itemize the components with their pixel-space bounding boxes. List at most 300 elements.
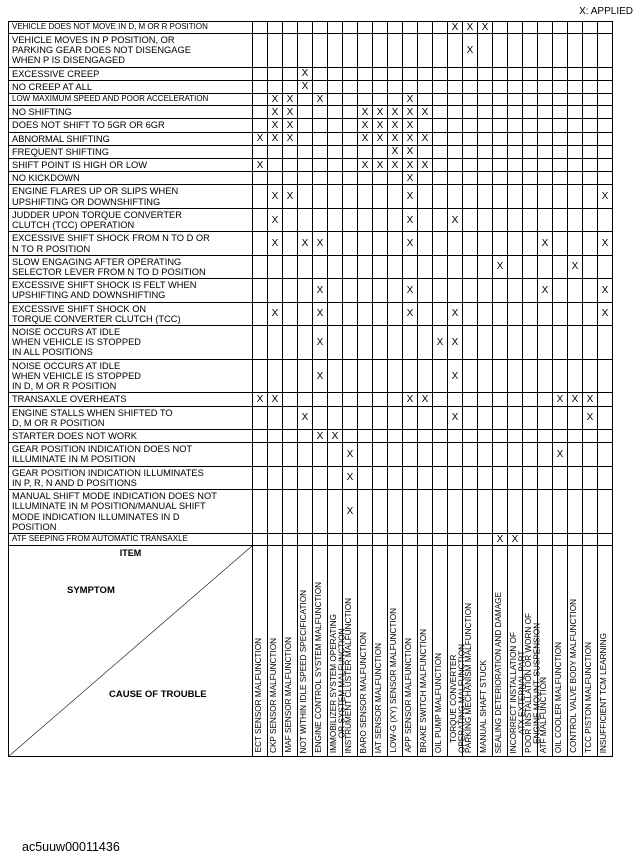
cause-column-header [478, 545, 493, 756]
matrix-cell [343, 208, 358, 231]
matrix-cell [373, 443, 388, 466]
matrix-cell [283, 533, 298, 545]
matrix-cell [328, 94, 343, 106]
matrix-cell [508, 22, 523, 34]
matrix-cell [553, 430, 568, 443]
matrix-cell [268, 67, 283, 80]
matrix-cell [343, 158, 358, 171]
matrix-cell: X [313, 279, 328, 302]
table-row [9, 232, 613, 255]
matrix-cell [403, 34, 418, 68]
matrix-cell [283, 430, 298, 443]
matrix-cell [418, 406, 433, 429]
matrix-cell [448, 279, 463, 302]
item-heading: ITEM [119, 547, 142, 558]
matrix-cell [268, 158, 283, 171]
matrix-cell [433, 430, 448, 443]
matrix-cell [598, 67, 613, 80]
matrix-cell [493, 443, 508, 466]
matrix-cell [268, 34, 283, 68]
matrix-cell [268, 443, 283, 466]
matrix-cell [418, 255, 433, 278]
matrix-cell: X [388, 119, 403, 132]
matrix-cell [418, 94, 433, 106]
matrix-cell [283, 172, 298, 185]
matrix-cell [358, 22, 373, 34]
cause-label: NOT WITHIN IDLE SPEED SPECIFICATION [299, 589, 308, 753]
matrix-cell [433, 359, 448, 393]
matrix-cell [373, 359, 388, 393]
symptom-label: ENGINE FLARES UP OR SLIPS WHEN UPSHIFTING OR DOWNSHIFTING [9, 185, 253, 208]
matrix-cell [523, 80, 538, 93]
symptom-label: ABNORMAL SHIFTING [9, 132, 253, 145]
matrix-cell: X [583, 406, 598, 429]
cause-label: BRAKE SWITCH MALFUNCTION [419, 629, 428, 753]
matrix-cell [448, 185, 463, 208]
matrix-cell: X [283, 132, 298, 145]
matrix-cell [553, 34, 568, 68]
matrix-cell: X [313, 430, 328, 443]
matrix-cell [298, 22, 313, 34]
matrix-cell [253, 145, 268, 158]
matrix-cell [568, 67, 583, 80]
symptom-label: VEHICLE DOES NOT MOVE IN D, M OR R POSITION [9, 22, 253, 34]
matrix-cell [538, 67, 553, 80]
matrix-cell [493, 34, 508, 68]
matrix-cell [298, 326, 313, 360]
cause-column-header [343, 545, 358, 756]
matrix-cell [418, 533, 433, 545]
matrix-cell [523, 232, 538, 255]
matrix-cell [253, 406, 268, 429]
matrix-cell [418, 119, 433, 132]
matrix-cell [568, 145, 583, 158]
symptom-label: EXCESSIVE SHIFT SHOCK IS FELT WHEN UPSHIFTING AND DOWNSHIFTING [9, 279, 253, 302]
matrix-cell [283, 158, 298, 171]
cause-label: BARO SENSOR MALFUNCTION [359, 631, 368, 753]
matrix-cell: X [358, 132, 373, 145]
matrix-cell [493, 279, 508, 302]
matrix-cell [343, 302, 358, 325]
table-row [9, 430, 613, 443]
matrix-cell [448, 119, 463, 132]
cause-column-header [253, 545, 268, 756]
matrix-cell: X [268, 94, 283, 106]
matrix-cell [328, 359, 343, 393]
cause-label: OIL PUMP MALFUNCTION [434, 652, 443, 753]
matrix-cell [358, 94, 373, 106]
cause-column-header [448, 545, 467, 756]
table-row [9, 255, 613, 278]
matrix-cell [373, 430, 388, 443]
matrix-cell: X [538, 232, 553, 255]
matrix-cell [433, 80, 448, 93]
matrix-cell [508, 208, 523, 231]
matrix-cell [283, 255, 298, 278]
cause-column-header [373, 545, 388, 756]
matrix-cell [358, 67, 373, 80]
matrix-cell: X [403, 158, 418, 171]
matrix-cell [553, 533, 568, 545]
matrix-cell [463, 393, 478, 406]
matrix-cell [388, 172, 403, 185]
table-row [9, 406, 613, 429]
matrix-cell [388, 67, 403, 80]
matrix-cell [388, 80, 403, 93]
matrix-cell [298, 94, 313, 106]
matrix-cell [463, 533, 478, 545]
matrix-cell [433, 172, 448, 185]
matrix-cell [343, 255, 358, 278]
matrix-cell [523, 172, 538, 185]
matrix-cell [523, 145, 538, 158]
matrix-cell [463, 490, 478, 534]
matrix-cell [253, 359, 268, 393]
matrix-cell [463, 255, 478, 278]
matrix-cell: X [313, 232, 328, 255]
matrix-cell [358, 533, 373, 545]
matrix-cell [538, 255, 553, 278]
matrix-cell [553, 106, 568, 119]
matrix-cell [328, 466, 343, 489]
matrix-cell [388, 232, 403, 255]
matrix-cell [268, 490, 283, 534]
matrix-cell [553, 119, 568, 132]
matrix-cell [388, 443, 403, 466]
matrix-cell [478, 232, 493, 255]
matrix-cell [538, 466, 553, 489]
matrix-cell [373, 466, 388, 489]
matrix-cell [523, 22, 538, 34]
matrix-cell [373, 67, 388, 80]
matrix-cell [478, 255, 493, 278]
matrix-cell [538, 430, 553, 443]
matrix-cell [418, 67, 433, 80]
matrix-cell: X [283, 106, 298, 119]
matrix-cell [253, 208, 268, 231]
cause-label: TCC PISTON MALFUNCTION [584, 642, 593, 753]
matrix-cell [403, 22, 418, 34]
matrix-cell [508, 185, 523, 208]
table-row [9, 359, 613, 393]
matrix-cell: X [253, 158, 268, 171]
cause-label: CONTROL VALVE BODY MALFUNCTION [569, 599, 578, 753]
cause-column-header [523, 545, 542, 756]
matrix-cell [283, 406, 298, 429]
matrix-cell [598, 443, 613, 466]
matrix-cell [598, 119, 613, 132]
matrix-cell [298, 393, 313, 406]
table-row [9, 208, 613, 231]
matrix-cell [478, 67, 493, 80]
matrix-cell [328, 406, 343, 429]
matrix-cell [343, 172, 358, 185]
matrix-cell [598, 34, 613, 68]
matrix-cell: X [403, 208, 418, 231]
matrix-cell: X [268, 393, 283, 406]
matrix-cell [583, 94, 598, 106]
matrix-cell [598, 393, 613, 406]
matrix-cell [328, 80, 343, 93]
matrix-cell [388, 208, 403, 231]
symptom-label: STARTER DOES NOT WORK [9, 430, 253, 443]
matrix-cell [493, 80, 508, 93]
matrix-cell [598, 172, 613, 185]
matrix-cell [448, 430, 463, 443]
matrix-cell [568, 158, 583, 171]
matrix-cell [478, 359, 493, 393]
table-row [9, 145, 613, 158]
matrix-cell [538, 393, 553, 406]
matrix-cell [583, 326, 598, 360]
matrix-cell [328, 172, 343, 185]
matrix-cell [298, 132, 313, 145]
matrix-cell: X [403, 172, 418, 185]
matrix-cell [553, 466, 568, 489]
matrix-cell [508, 132, 523, 145]
matrix-cell [328, 232, 343, 255]
matrix-cell [328, 67, 343, 80]
matrix-cell [493, 67, 508, 80]
matrix-cell [298, 158, 313, 171]
matrix-cell [253, 172, 268, 185]
matrix-cell [358, 185, 373, 208]
matrix-cell [598, 406, 613, 429]
table-row [9, 158, 613, 171]
matrix-cell [463, 119, 478, 132]
matrix-cell [253, 255, 268, 278]
matrix-cell [598, 94, 613, 106]
cause-label: INSUFFICIENT TCM LEARNING [599, 632, 608, 753]
matrix-cell [298, 119, 313, 132]
matrix-cell [373, 406, 388, 429]
matrix-cell [298, 34, 313, 68]
matrix-cell [433, 34, 448, 68]
matrix-cell: X [268, 208, 283, 231]
matrix-cell [568, 208, 583, 231]
matrix-cell [583, 279, 598, 302]
matrix-cell [478, 490, 493, 534]
symptom-label: GEAR POSITION INDICATION ILLUMINATES IN P, R, N AND D POSITIONS [9, 466, 253, 489]
matrix-cell [448, 393, 463, 406]
matrix-cell [283, 326, 298, 360]
matrix-cell [598, 326, 613, 360]
matrix-cell [328, 145, 343, 158]
matrix-cell [418, 232, 433, 255]
matrix-cell [313, 80, 328, 93]
matrix-cell [568, 132, 583, 145]
matrix-cell [433, 208, 448, 231]
matrix-cell [583, 22, 598, 34]
matrix-cell [373, 172, 388, 185]
table-row [9, 466, 613, 489]
matrix-cell [463, 359, 478, 393]
matrix-cell [493, 22, 508, 34]
matrix-cell [463, 302, 478, 325]
table-row [9, 490, 613, 534]
matrix-cell [373, 34, 388, 68]
matrix-cell [478, 443, 493, 466]
matrix-cell [403, 443, 418, 466]
matrix-cell [268, 80, 283, 93]
matrix-cell [598, 80, 613, 93]
matrix-cell: X [298, 80, 313, 93]
matrix-cell [583, 132, 598, 145]
matrix-body [9, 22, 613, 757]
matrix-cell [403, 490, 418, 534]
matrix-cell [373, 533, 388, 545]
matrix-cell [508, 80, 523, 93]
matrix-cell [538, 132, 553, 145]
matrix-cell [583, 255, 598, 278]
matrix-cell: X [283, 185, 298, 208]
matrix-cell [583, 232, 598, 255]
cause-label: IAT SENSOR MALFUNCTION [374, 642, 383, 753]
matrix-cell [568, 279, 583, 302]
matrix-cell [493, 326, 508, 360]
matrix-cell [268, 466, 283, 489]
matrix-cell [358, 80, 373, 93]
matrix-cell [463, 94, 478, 106]
matrix-cell [388, 466, 403, 489]
matrix-cell: X [448, 359, 463, 393]
matrix-cell: X [388, 158, 403, 171]
figure-code: ac5uuw00011436 [22, 840, 120, 854]
matrix-cell [328, 490, 343, 534]
matrix-cell [583, 172, 598, 185]
symptom-label: GEAR POSITION INDICATION DOES NOT ILLUMINATE IN M POSITION [9, 443, 253, 466]
matrix-cell [388, 490, 403, 534]
matrix-cell [478, 158, 493, 171]
matrix-cell [433, 255, 448, 278]
matrix-cell [343, 22, 358, 34]
matrix-cell [373, 302, 388, 325]
matrix-cell [298, 279, 313, 302]
cause-column-header [313, 545, 328, 756]
matrix-cell [508, 255, 523, 278]
matrix-cell [268, 145, 283, 158]
matrix-cell [253, 279, 268, 302]
matrix-cell [283, 443, 298, 466]
matrix-cell [373, 22, 388, 34]
matrix-cell [328, 22, 343, 34]
matrix-cell [508, 466, 523, 489]
matrix-cell [493, 185, 508, 208]
matrix-cell [358, 302, 373, 325]
matrix-cell [493, 132, 508, 145]
matrix-cell [478, 466, 493, 489]
matrix-cell [328, 255, 343, 278]
matrix-cell: X [283, 94, 298, 106]
matrix-cell [463, 279, 478, 302]
matrix-cell [478, 185, 493, 208]
matrix-cell [523, 208, 538, 231]
matrix-cell: X [598, 232, 613, 255]
matrix-cell [343, 359, 358, 393]
cause-label: MAF SENSOR MALFUNCTION [284, 637, 293, 753]
matrix-cell [403, 80, 418, 93]
matrix-cell [568, 34, 583, 68]
matrix-cell [538, 443, 553, 466]
matrix-cell: X [373, 132, 388, 145]
matrix-cell [253, 466, 268, 489]
matrix-cell [343, 393, 358, 406]
matrix-cell [358, 232, 373, 255]
symptom-label: EXCESSIVE SHIFT SHOCK FROM N TO D OR N TO R POSITION [9, 232, 253, 255]
matrix-cell [253, 232, 268, 255]
matrix-cell [523, 106, 538, 119]
symptom-label: SLOW ENGAGING AFTER OPERATING SELECTOR LEVER FROM N TO D POSITION [9, 255, 253, 278]
matrix-cell [583, 466, 598, 489]
matrix-cell [568, 533, 583, 545]
matrix-cell [253, 34, 268, 68]
matrix-cell [388, 255, 403, 278]
matrix-cell [508, 443, 523, 466]
matrix-cell [358, 430, 373, 443]
matrix-cell [508, 326, 523, 360]
matrix-cell [433, 67, 448, 80]
matrix-cell: X [403, 132, 418, 145]
matrix-cell [298, 430, 313, 443]
matrix-cell [418, 430, 433, 443]
matrix-cell [283, 208, 298, 231]
matrix-cell [328, 119, 343, 132]
matrix-cell [433, 302, 448, 325]
matrix-cell [508, 119, 523, 132]
cause-column-header [598, 545, 613, 756]
matrix-cell [343, 406, 358, 429]
matrix-cell [508, 67, 523, 80]
matrix-cell [448, 158, 463, 171]
matrix-cell [523, 302, 538, 325]
matrix-cell [373, 490, 388, 534]
matrix-cell: X [268, 185, 283, 208]
matrix-cell [388, 185, 403, 208]
matrix-cell: X [343, 490, 358, 534]
matrix-cell [448, 490, 463, 534]
matrix-cell [283, 359, 298, 393]
matrix-cell: X [298, 67, 313, 80]
cause-column-header [553, 545, 568, 756]
matrix-cell: X [448, 302, 463, 325]
matrix-cell [478, 34, 493, 68]
matrix-cell [538, 185, 553, 208]
symptom-label: ATF SEEPING FROM AUTOMATIC TRANSAXLE [9, 533, 253, 545]
matrix-cell [388, 393, 403, 406]
matrix-cell [493, 490, 508, 534]
matrix-cell: X [568, 255, 583, 278]
matrix-cell: X [538, 279, 553, 302]
matrix-cell [568, 326, 583, 360]
matrix-cell [568, 106, 583, 119]
matrix-cell: X [493, 255, 508, 278]
matrix-cell [388, 359, 403, 393]
matrix-cell [433, 533, 448, 545]
matrix-cell [448, 67, 463, 80]
cause-column-header [583, 545, 598, 756]
matrix-cell [418, 359, 433, 393]
matrix-cell: X [403, 94, 418, 106]
matrix-cell [508, 430, 523, 443]
matrix-cell [313, 119, 328, 132]
cause-label: SEALING DETERIORATION AND DAMAGE [494, 591, 503, 753]
matrix-cell [253, 185, 268, 208]
matrix-cell [253, 67, 268, 80]
matrix-cell [283, 490, 298, 534]
matrix-cell [313, 172, 328, 185]
symptom-label: TRANSAXLE OVERHEATS [9, 393, 253, 406]
matrix-cell [418, 443, 433, 466]
